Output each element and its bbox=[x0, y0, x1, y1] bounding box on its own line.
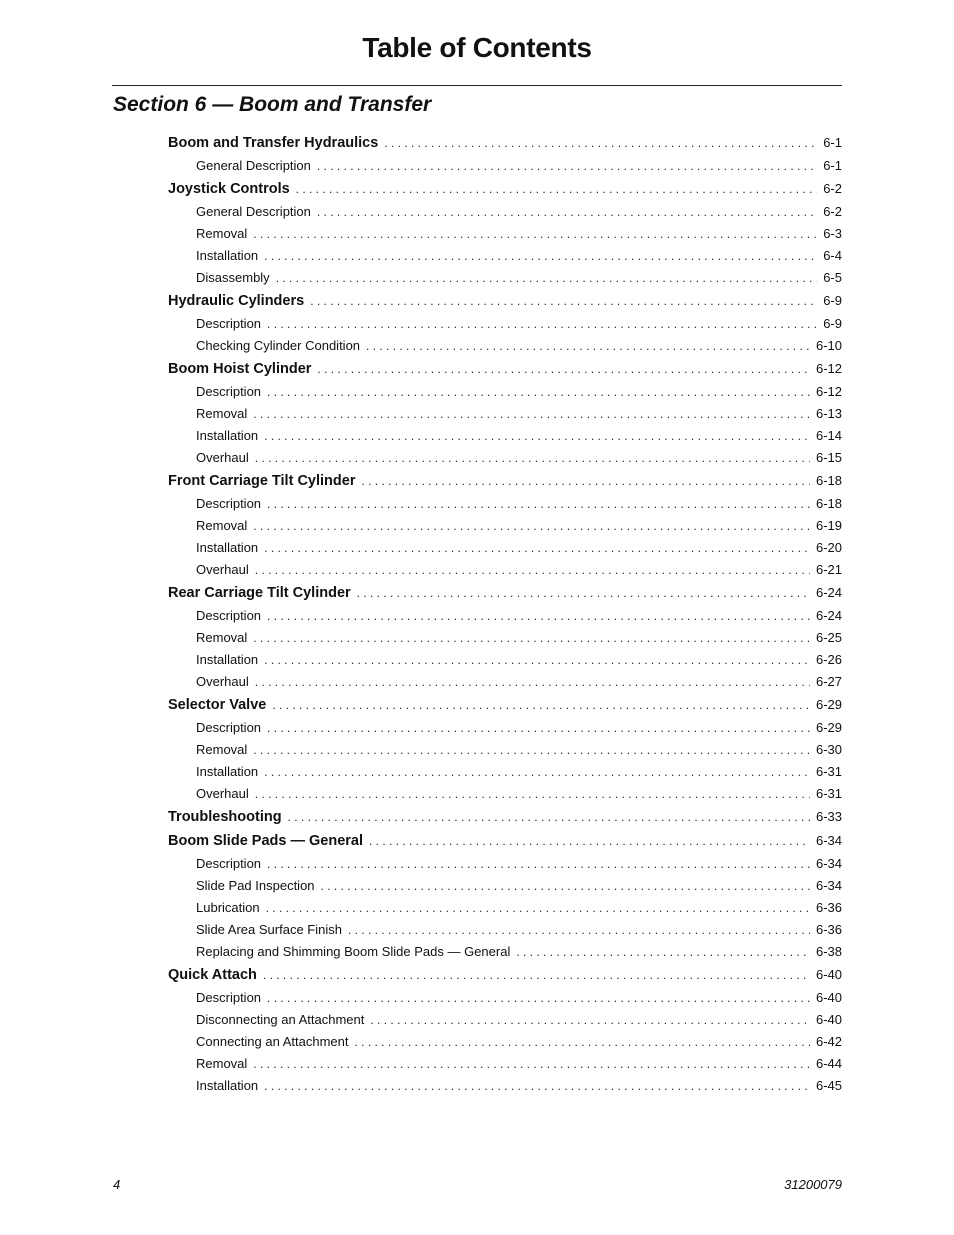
toc-subentry[interactable] bbox=[168, 267, 842, 289]
toc-entry-label: Removal bbox=[196, 406, 248, 421]
toc-section-entry[interactable] bbox=[168, 131, 842, 155]
toc-entry-page: 6-2 bbox=[823, 181, 842, 196]
toc-entry-label: Selector Valve bbox=[168, 697, 267, 713]
toc-subentry[interactable] bbox=[168, 537, 842, 559]
dot-leader bbox=[310, 289, 817, 313]
dot-leader bbox=[255, 559, 810, 581]
toc-entry-label: Removal bbox=[196, 630, 248, 645]
title-divider bbox=[112, 85, 842, 86]
toc-entry-label: Description bbox=[196, 384, 262, 399]
toc-entry-label: Removal bbox=[196, 226, 248, 241]
toc-entry-page: 6-18 bbox=[815, 473, 842, 488]
toc-entry-page: 6-40 bbox=[815, 967, 842, 982]
toc-entry-page: 6-20 bbox=[815, 540, 842, 555]
toc-entry-label: Disassembly bbox=[196, 270, 270, 285]
toc-entry-page: 6-1 bbox=[823, 135, 842, 150]
toc-entry-label: Description bbox=[196, 720, 262, 735]
toc-subentry[interactable] bbox=[168, 941, 842, 963]
toc-subentry[interactable] bbox=[168, 739, 842, 761]
toc-entry-label: Checking Cylinder Condition bbox=[196, 338, 361, 353]
dot-leader bbox=[370, 1009, 810, 1031]
dot-leader bbox=[317, 357, 810, 381]
toc-subentry[interactable] bbox=[168, 1053, 842, 1075]
toc-entry-page: 6-34 bbox=[815, 833, 842, 848]
toc-entry-label: Removal bbox=[196, 742, 248, 757]
toc-subentry[interactable] bbox=[168, 1031, 842, 1053]
toc-section-entry[interactable] bbox=[168, 805, 842, 829]
dot-leader bbox=[357, 581, 810, 605]
toc-entry-label: Overhaul bbox=[196, 562, 249, 577]
toc-subentry[interactable] bbox=[168, 201, 842, 223]
dot-leader bbox=[253, 403, 810, 425]
toc-entry-label: Installation bbox=[196, 652, 259, 667]
dot-leader bbox=[255, 671, 810, 693]
dot-leader bbox=[264, 425, 810, 447]
toc-subentry[interactable] bbox=[168, 223, 842, 245]
toc-entry-label: Boom Hoist Cylinder bbox=[168, 361, 312, 377]
dot-leader bbox=[253, 515, 810, 537]
toc-entry-page: 6-40 bbox=[815, 1012, 842, 1027]
toc-subentry[interactable] bbox=[168, 761, 842, 783]
toc-subentry[interactable] bbox=[168, 335, 842, 357]
dot-leader bbox=[267, 313, 817, 335]
dot-leader bbox=[317, 155, 817, 177]
toc-section-entry[interactable] bbox=[168, 177, 842, 201]
toc-entry-label: Description bbox=[196, 608, 262, 623]
toc-section-entry[interactable] bbox=[168, 693, 842, 717]
toc-subentry[interactable] bbox=[168, 403, 842, 425]
toc-entry-page: 6-29 bbox=[815, 720, 842, 735]
dot-leader bbox=[264, 245, 817, 267]
footer-page-number: 4 bbox=[113, 1177, 121, 1192]
toc-subentry[interactable] bbox=[168, 875, 842, 897]
dot-leader bbox=[263, 963, 810, 987]
toc-entry-label: Description bbox=[196, 856, 262, 871]
toc-entry-page: 6-45 bbox=[815, 1078, 842, 1093]
dot-leader bbox=[361, 469, 810, 493]
toc-entry-label: Description bbox=[196, 496, 262, 511]
toc-entry-label: Installation bbox=[196, 1078, 259, 1093]
toc-section-entry[interactable] bbox=[168, 829, 842, 853]
toc-entry-page: 6-40 bbox=[815, 990, 842, 1005]
toc-entry-page: 6-9 bbox=[823, 293, 842, 308]
toc-entry-page: 6-31 bbox=[815, 764, 842, 779]
toc-subentry[interactable] bbox=[168, 717, 842, 739]
dot-leader bbox=[366, 335, 810, 357]
section-heading: Section 6 — Boom and Transfer bbox=[113, 93, 432, 116]
toc-section-entry[interactable] bbox=[168, 963, 842, 987]
toc-subentry[interactable] bbox=[168, 1009, 842, 1031]
toc-entry-label: Disconnecting an Attachment bbox=[196, 1012, 365, 1027]
toc-entry-page: 6-31 bbox=[815, 786, 842, 801]
dot-leader bbox=[267, 381, 810, 403]
dot-leader bbox=[267, 605, 810, 627]
toc-entry-page: 6-1 bbox=[823, 158, 842, 173]
toc-entry-page: 6-25 bbox=[815, 630, 842, 645]
toc-subentry[interactable] bbox=[168, 853, 842, 875]
toc-entry-page: 6-29 bbox=[815, 697, 842, 712]
toc-entry-label: Installation bbox=[196, 428, 259, 443]
toc-entry-page: 6-34 bbox=[815, 878, 842, 893]
toc-entry-label: Slide Area Surface Finish bbox=[196, 922, 342, 937]
dot-leader bbox=[288, 805, 810, 829]
toc-entry-page: 6-24 bbox=[815, 585, 842, 600]
toc-entry-label: Slide Pad Inspection bbox=[196, 878, 315, 893]
toc-entry-page: 6-18 bbox=[815, 496, 842, 511]
dot-leader bbox=[276, 267, 818, 289]
dot-leader bbox=[355, 1031, 810, 1053]
toc-entry-page: 6-30 bbox=[815, 742, 842, 757]
toc-section-entry[interactable] bbox=[168, 357, 842, 381]
toc-entry-label: Removal bbox=[196, 1056, 248, 1071]
dot-leader bbox=[266, 897, 810, 919]
dot-leader bbox=[264, 761, 810, 783]
dot-leader bbox=[317, 201, 817, 223]
dot-leader bbox=[267, 717, 810, 739]
toc-entry-label: Description bbox=[196, 990, 262, 1005]
toc-entry-label: Overhaul bbox=[196, 786, 249, 801]
toc-subentry[interactable] bbox=[168, 605, 842, 627]
dot-leader bbox=[321, 875, 810, 897]
toc-entry-label: Installation bbox=[196, 540, 259, 555]
toc-entry-label: Lubrication bbox=[196, 900, 260, 915]
toc-entry-page: 6-36 bbox=[815, 900, 842, 915]
toc-entry-label: Troubleshooting bbox=[168, 809, 282, 825]
toc-entry-label: Description bbox=[196, 316, 262, 331]
toc-entry-page: 6-26 bbox=[815, 652, 842, 667]
toc-entry-page: 6-42 bbox=[815, 1034, 842, 1049]
dot-leader bbox=[264, 649, 810, 671]
toc-subentry[interactable] bbox=[168, 447, 842, 469]
toc-entry-label: General Description bbox=[196, 204, 311, 219]
toc-entry-label: Boom Slide Pads — General bbox=[168, 833, 363, 849]
toc-entry-page: 6-24 bbox=[815, 608, 842, 623]
toc-section-entry[interactable] bbox=[168, 581, 842, 605]
toc-entry-page: 6-27 bbox=[815, 674, 842, 689]
toc-entry-label: Overhaul bbox=[196, 674, 249, 689]
dot-leader bbox=[253, 627, 810, 649]
toc-subentry[interactable] bbox=[168, 245, 842, 267]
toc-entry-page: 6-34 bbox=[815, 856, 842, 871]
toc-entry-label: Boom and Transfer Hydraulics bbox=[168, 135, 379, 151]
toc-entry-label: Rear Carriage Tilt Cylinder bbox=[168, 585, 351, 601]
dot-leader bbox=[255, 447, 810, 469]
toc-subentry[interactable] bbox=[168, 671, 842, 693]
toc-entry-label: Hydraulic Cylinders bbox=[168, 293, 305, 309]
toc-section-entry[interactable] bbox=[168, 469, 842, 493]
toc-entry-label: Connecting an Attachment bbox=[196, 1034, 349, 1049]
dot-leader bbox=[384, 131, 817, 155]
toc-entry-label: Quick Attach bbox=[168, 967, 257, 983]
toc-entry-page: 6-3 bbox=[823, 226, 842, 241]
toc-entry-page: 6-14 bbox=[815, 428, 842, 443]
dot-leader bbox=[369, 829, 810, 853]
toc-entry-page: 6-36 bbox=[815, 922, 842, 937]
dot-leader bbox=[267, 493, 810, 515]
toc-subentry[interactable] bbox=[168, 649, 842, 671]
dot-leader bbox=[255, 783, 810, 805]
toc-entry-page: 6-38 bbox=[815, 944, 842, 959]
dot-leader bbox=[516, 941, 810, 963]
toc-entry-page: 6-15 bbox=[815, 450, 842, 465]
toc-subentry[interactable] bbox=[168, 313, 842, 335]
toc-entry-label: Installation bbox=[196, 248, 259, 263]
dot-leader bbox=[296, 177, 818, 201]
toc-entry-page: 6-4 bbox=[823, 248, 842, 263]
toc-section-entry[interactable] bbox=[168, 289, 842, 313]
toc-entry-page: 6-10 bbox=[815, 338, 842, 353]
toc-subentry[interactable] bbox=[168, 783, 842, 805]
toc-subentry[interactable] bbox=[168, 1075, 842, 1097]
toc-subentry[interactable] bbox=[168, 897, 842, 919]
toc-entry-page: 6-2 bbox=[823, 204, 842, 219]
dot-leader bbox=[264, 1075, 810, 1097]
toc-entry-page: 6-13 bbox=[815, 406, 842, 421]
toc-subentry[interactable] bbox=[168, 515, 842, 537]
toc-subentry[interactable] bbox=[168, 919, 842, 941]
toc-subentry[interactable] bbox=[168, 559, 842, 581]
toc-subentry[interactable] bbox=[168, 493, 842, 515]
dot-leader bbox=[267, 987, 810, 1009]
toc-entry-label: Removal bbox=[196, 518, 248, 533]
toc-entry-label: General Description bbox=[196, 158, 311, 173]
toc-entry-page: 6-12 bbox=[815, 361, 842, 376]
toc-entry-page: 6-19 bbox=[815, 518, 842, 533]
toc-entry-label: Replacing and Shimming Boom Slide Pads — General bbox=[196, 944, 511, 959]
dot-leader bbox=[253, 1053, 810, 1075]
toc-entry-page: 6-21 bbox=[815, 562, 842, 577]
toc-entry-page: 6-5 bbox=[823, 270, 842, 285]
toc-entry-page: 6-9 bbox=[823, 316, 842, 331]
toc-subentry[interactable] bbox=[168, 381, 842, 403]
toc-entry-label: Overhaul bbox=[196, 450, 249, 465]
toc-entry-label: Installation bbox=[196, 764, 259, 779]
toc-entry-label: Front Carriage Tilt Cylinder bbox=[168, 473, 356, 489]
toc-list bbox=[168, 131, 842, 1097]
toc-subentry[interactable] bbox=[168, 425, 842, 447]
dot-leader bbox=[253, 223, 817, 245]
dot-leader bbox=[253, 739, 810, 761]
footer-doc-number: 31200079 bbox=[784, 1177, 842, 1192]
toc-subentry[interactable] bbox=[168, 155, 842, 177]
dot-leader bbox=[264, 537, 810, 559]
dot-leader bbox=[348, 919, 810, 941]
dot-leader bbox=[267, 853, 810, 875]
toc-subentry[interactable] bbox=[168, 627, 842, 649]
toc-entry-label: Joystick Controls bbox=[168, 181, 290, 197]
toc-entry-page: 6-33 bbox=[815, 809, 842, 824]
toc-entry-page: 6-44 bbox=[815, 1056, 842, 1071]
page-title: Table of Contents bbox=[362, 32, 592, 63]
toc-entry-page: 6-12 bbox=[815, 384, 842, 399]
dot-leader bbox=[272, 693, 810, 717]
toc-subentry[interactable] bbox=[168, 987, 842, 1009]
